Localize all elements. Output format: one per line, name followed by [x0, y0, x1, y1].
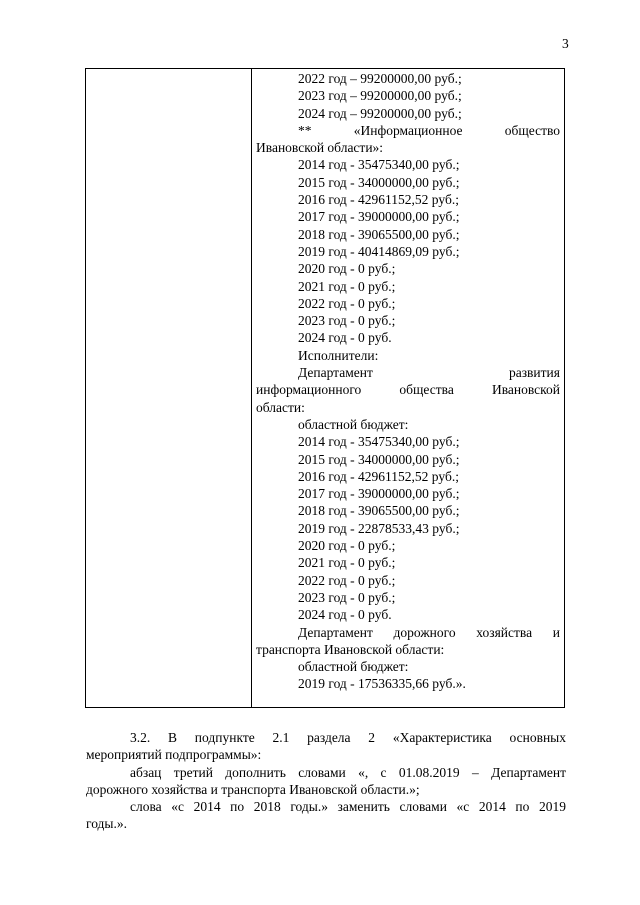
table-text-line: 2014 год - 35475340,00 руб.; — [298, 434, 460, 450]
paragraph-line: слова «с 2014 по 2018 годы.» заменить словами «с 2014 по 2019 — [130, 799, 566, 815]
table-text-line: Ивановской области»: — [256, 140, 384, 156]
table-text-line: области: — [256, 399, 305, 415]
table-text-line: 2014 год - 35475340,00 руб.; — [298, 157, 460, 173]
table-text-line: 2022 год - 0 руб.; — [298, 572, 396, 588]
table-text-line: 2024 год - 0 руб. — [298, 330, 392, 346]
table-text-line: 2020 год - 0 руб.; — [298, 538, 396, 554]
table-text-line: 2019 год - 22878533,43 руб.; — [298, 520, 460, 536]
table-text-line: 2016 год - 42961152,52 руб.; — [298, 468, 459, 484]
table-text-line: 2019 год - 40414869,09 руб.; — [298, 243, 460, 259]
table-text-line: 2015 год - 34000000,00 руб.; — [298, 451, 460, 467]
table-text-line: 2024 год - 0 руб. — [298, 607, 392, 623]
paragraph-line: дорожного хозяйства и транспорта Ивановской области.»; — [86, 781, 420, 797]
table-text-line: 2015 год - 34000000,00 руб.; — [298, 174, 460, 190]
table-text-line: 2024 год – 99200000,00 руб.; — [298, 105, 462, 121]
table-column-divider — [251, 69, 252, 707]
table-text-line: 2017 год - 39000000,00 руб.; — [298, 209, 460, 225]
table-text-line: 2019 год - 17536335,66 руб.». — [298, 676, 466, 692]
table-text-line: информационного общества Ивановской — [256, 382, 560, 398]
paragraph-line: мероприятий подпрограммы»: — [86, 747, 262, 763]
table-text-line: 2023 год - 0 руб.; — [298, 589, 396, 605]
table-text-line: 2018 год - 39065500,00 руб.; — [298, 503, 460, 519]
table-text-line: 2018 год - 39065500,00 руб.; — [298, 226, 460, 242]
table-text-line: 2023 год - 0 руб.; — [298, 313, 396, 329]
table-text-line: 2022 год - 0 руб.; — [298, 295, 396, 311]
paragraph-line: 3.2. В подпункте 2.1 раздела 2 «Характеристика основных — [130, 730, 566, 745]
paragraph-line: абзац третий дополнить словами «, с 01.08.2019 – Департамент — [130, 764, 566, 780]
table-text-line: Исполнители: — [298, 347, 379, 363]
table-text-line: областной бюджет: — [298, 416, 409, 432]
table-text-line: Департамент развития — [298, 365, 560, 381]
table-text-line: 2021 год - 0 руб.; — [298, 278, 396, 294]
table-text-line: 2016 год - 42961152,52 руб.; — [298, 192, 459, 208]
table-text-line: 2020 год - 0 руб.; — [298, 261, 396, 277]
document-table — [85, 68, 565, 708]
table-text-line: транспорта Ивановской области: — [256, 641, 445, 657]
page-number: 3 — [562, 36, 569, 51]
table-text-line: областной бюджет: — [298, 659, 409, 675]
table-text-line: 2023 год – 99200000,00 руб.; — [298, 88, 462, 104]
table-text-line: 2021 год - 0 руб.; — [298, 555, 396, 571]
body-text — [86, 729, 566, 833]
table-text-line: Департамент дорожного хозяйства и — [298, 624, 560, 640]
table-text-line: 2022 год – 99200000,00 руб.; — [298, 71, 462, 86]
table-text-line: ** «Информационное общество — [298, 122, 560, 138]
paragraph-line: годы.». — [86, 816, 128, 832]
table-text-line: 2017 год - 39000000,00 руб.; — [298, 486, 460, 502]
table-right-cell — [256, 70, 560, 693]
